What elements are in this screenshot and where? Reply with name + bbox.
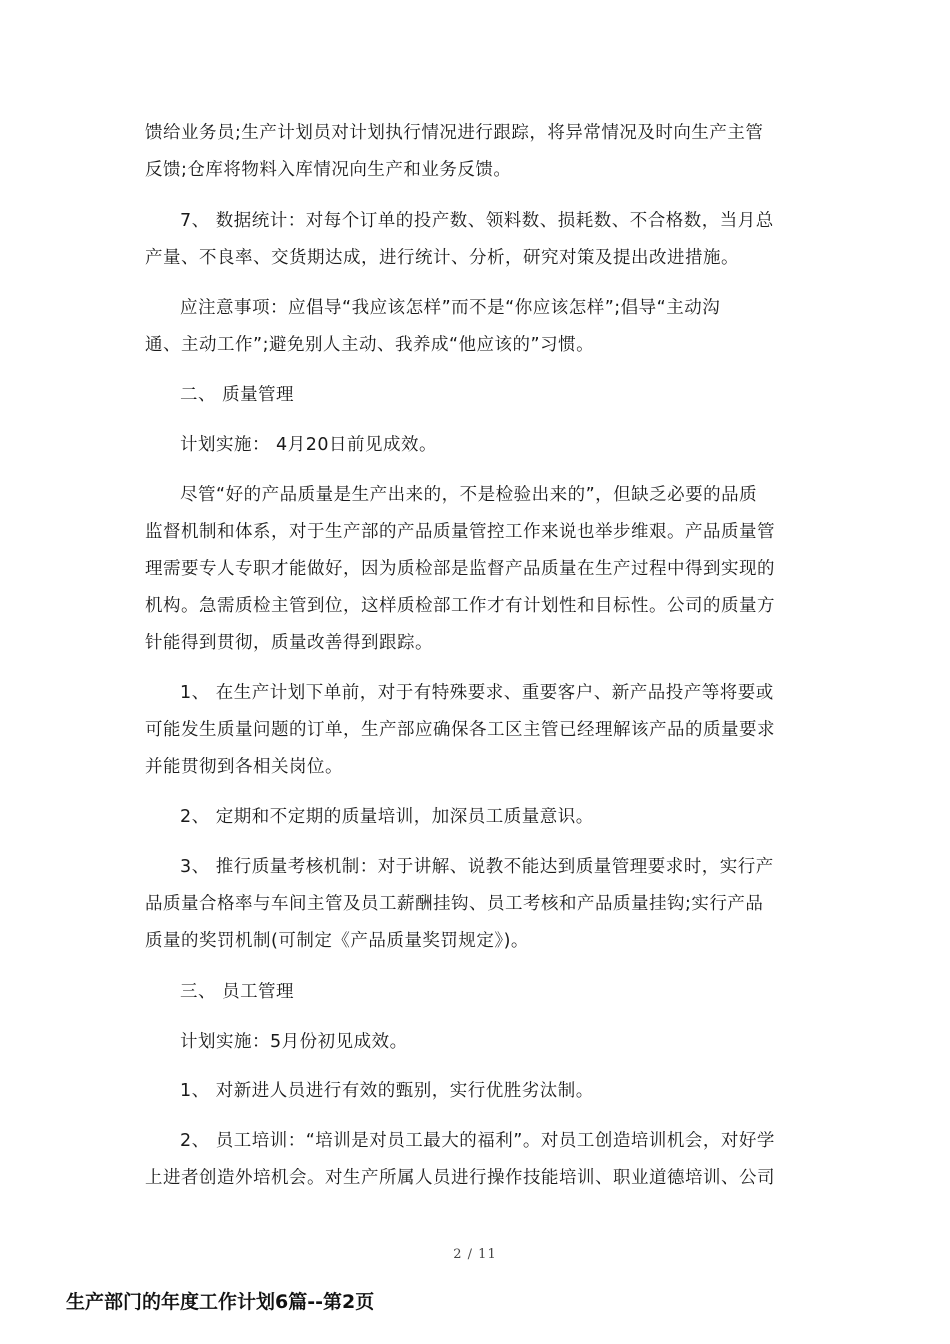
text-line: 机构。急需质检主管到位，这样质检部工作才有计划性和目标性。公司的质量方 [145, 596, 775, 616]
text-line: 可能发生质量问题的订单，生产部应确保各工区主管已经理解该产品的质量要求 [145, 720, 775, 740]
section-heading: 三、 员工管理 [180, 982, 295, 1002]
text-line: 7、 数据统计：对每个订单的投产数、领料数、损耗数、不合格数，当月总 [180, 211, 774, 231]
text-line: 3、 推行质量考核机制：对于讲解、说教不能达到质量管理要求时，实行产 [180, 857, 774, 877]
text-line: 1、 在生产计划下单前，对于有特殊要求、重要客户、新产品投产等将要或 [180, 683, 774, 703]
text-line: 针能得到贯彻，质量改善得到跟踪。 [145, 633, 433, 653]
text-line: 计划实施： 4月20日前见成效。 [180, 435, 437, 455]
text-line: 2、 定期和不定期的质量培训，加深员工质量意识。 [180, 807, 594, 827]
text-line: 监督机制和体系，对于生产部的产品质量管控工作来说也举步维艰。产品质量管 [145, 522, 775, 542]
text-line: 尽管“好的产品质量是生产出来的，不是检验出来的”，但缺乏必要的品质 [180, 485, 758, 505]
text-line: 并能贯彻到各相关岗位。 [145, 757, 343, 777]
text-line: 应注意事项：应倡导“我应该怎样”而不是“你应该怎样”;倡导“主动沟 [180, 298, 721, 318]
section-heading: 二、 质量管理 [180, 385, 295, 405]
footer-title: 生产部门的年度工作计划6篇--第2页 [66, 1291, 375, 1313]
text-line: 反馈;仓库将物料入库情况向生产和业务反馈。 [145, 160, 512, 180]
text-line: 质量的奖罚机制(可制定《产品质量奖罚规定》)。 [145, 931, 529, 951]
text-line: 计划实施：5月份初见成效。 [180, 1032, 408, 1052]
text-line: 理需要专人专职才能做好，因为质检部是监督产品质量在生产过程中得到实现的 [145, 559, 775, 579]
page-number: 2 / 11 [453, 1247, 497, 1262]
text-line: 2、 员工培训：“培训是对员工最大的福利”。对员工创造培训机会，对好学 [180, 1131, 775, 1151]
text-line: 1、 对新进人员进行有效的甄别，实行优胜劣汰制。 [180, 1081, 594, 1101]
text-line: 上进者创造外培机会。对生产所属人员进行操作技能培训、职业道德培训、公司 [145, 1168, 775, 1188]
text-line: 品质量合格率与车间主管及员工薪酬挂钩、员工考核和产品质量挂钩;实行产品 [145, 894, 764, 914]
text-line: 通、主动工作”;避免别人主动、我养成“他应该的”习惯。 [145, 335, 595, 355]
text-line: 产量、不良率、交货期达成，进行统计、分析，研究对策及提出改进措施。 [145, 248, 739, 268]
text-line: 馈给业务员;生产计划员对计划执行情况进行跟踪，将异常情况及时向生产主管 [145, 123, 764, 143]
